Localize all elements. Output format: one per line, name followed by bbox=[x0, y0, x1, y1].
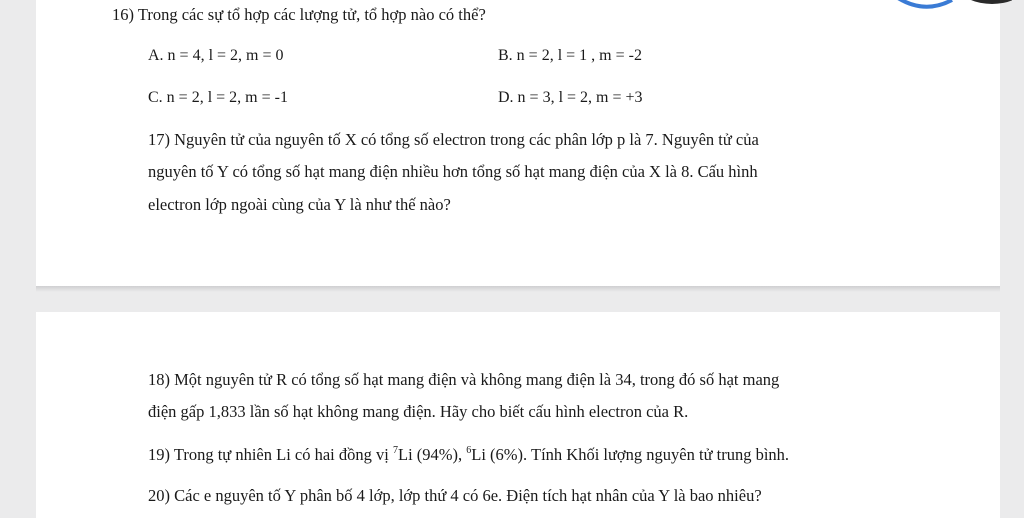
question-16-option-a: A. n = 4, l = 2, m = 0 bbox=[148, 47, 284, 64]
question-18-line-2: điện gấp 1,833 lần số hạt không mang điện. Hãy cho biết cấu hình electron của R. bbox=[148, 402, 689, 421]
question-16-text: 16) Trong các sự tổ hợp các lượng tử, tổ hợp nào có thể? bbox=[112, 5, 486, 24]
question-19-text bbox=[148, 445, 789, 465]
isotope-mass-6: 6 bbox=[466, 444, 472, 456]
question-20-text: 20) Các e nguyên tố Y phân bố 4 lớp, lớp thứ 4 có 6e. Điện tích hạt nhân của Y là bao nhiêu? bbox=[148, 486, 762, 505]
question-17-line-2: nguyên tố Y có tổng số hạt mang điện nhiều hơn tổng số hạt mang điện của X là 8. Cấu hình bbox=[148, 162, 758, 181]
question-18-line-1: 18) Một nguyên tử R có tổng số hạt mang điện và không mang điện là 34, trong đó số hạt mang bbox=[148, 370, 780, 389]
isotope-mass-7: 7 bbox=[392, 444, 398, 456]
question-19-mid: Li (94%), bbox=[397, 445, 467, 464]
question-19-prefix: 19) Trong tự nhiên Li có hai đồng vị bbox=[148, 445, 393, 464]
question-16-option-d: D. n = 3, l = 2, m = +3 bbox=[498, 89, 643, 106]
question-19-suffix: Li (6%). Tính Khối lượng nguyên tử trung bình. bbox=[471, 445, 790, 464]
question-17-line-1: 17) Nguyên tử của nguyên tố X có tổng số electron trong các phân lớp p là 7. Nguyên tử của bbox=[148, 130, 759, 149]
corner-decoration-icon bbox=[892, 0, 1012, 16]
question-17-line-3: electron lớp ngoài cùng của Y là như thế nào? bbox=[148, 195, 451, 214]
page-separator bbox=[36, 286, 1000, 292]
question-16-option-c: C. n = 2, l = 2, m = -1 bbox=[148, 89, 288, 106]
question-16-option-b: B. n = 2, l = 1 , m = -2 bbox=[498, 47, 642, 64]
